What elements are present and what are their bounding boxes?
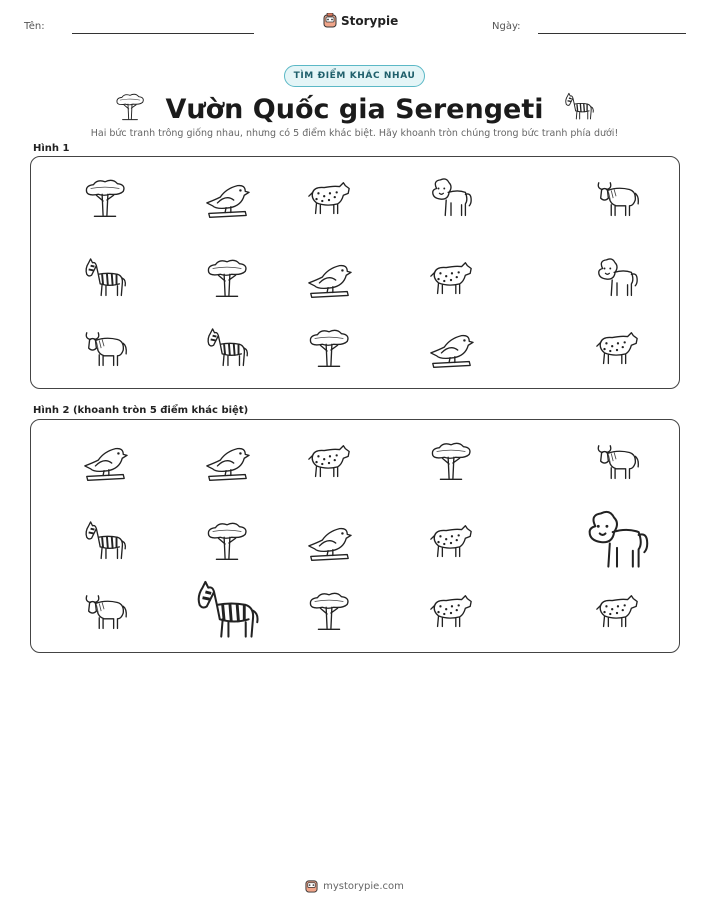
tree-drawing[interactable] [427,438,475,486]
activity-badge: TÌM ĐIỂM KHÁC NHAU [284,65,425,87]
storypie-mascot-icon [305,879,318,893]
bird-drawing [427,325,475,373]
picture2-panel[interactable] [30,419,680,653]
hyena-drawing [427,255,475,303]
lion-drawing [427,175,475,223]
date-line[interactable] [538,33,686,34]
hyena-drawing[interactable] [427,518,475,566]
bird-drawing[interactable] [305,518,353,566]
name-line[interactable] [72,33,254,34]
acacia-tree-icon [113,92,147,127]
hyena-drawing[interactable] [427,588,475,636]
wildebeest-drawing [593,175,641,223]
zebra-drawing[interactable] [191,576,263,648]
bird-drawing[interactable] [81,438,129,486]
bird-drawing[interactable] [203,438,251,486]
brand-logo [323,13,398,28]
date-label: Ngày: [492,21,521,32]
footer-url: mystorypie.com [323,880,404,892]
picture1-label: Hình 1 [33,143,70,154]
hyena-drawing [305,175,353,223]
bird-drawing [305,255,353,303]
hyena-drawing [593,325,641,373]
bird-drawing [203,175,251,223]
hyena-drawing[interactable] [593,588,641,636]
name-label: Tên: [24,21,45,32]
tree-drawing [81,175,129,223]
zebra-icon [562,92,596,127]
title-row [0,90,709,128]
instructions: Hai bức tranh trông giống nhau, nhưng có 5 điểm khác biệt. Hãy khoanh tròn chúng trong bức tranh phía dưới! [90,128,619,139]
tree-drawing [203,255,251,303]
zebra-drawing [81,255,129,303]
tree-drawing[interactable] [203,518,251,566]
page-title: Vườn Quốc gia Serengeti [165,93,544,125]
wildebeest-drawing[interactable] [593,438,641,486]
picture1-panel [30,156,680,389]
tree-drawing [305,325,353,373]
picture2-label: Hình 2 (khoanh tròn 5 điểm khác biệt) [33,405,249,416]
footer [0,879,709,893]
zebra-drawing[interactable] [81,518,129,566]
tree-drawing[interactable] [305,588,353,636]
wildebeest-drawing [81,325,129,373]
brand-name: Storypie [341,13,399,28]
zebra-drawing [203,325,251,373]
lion-drawing [593,255,641,303]
storypie-mascot-icon [323,13,337,28]
hyena-drawing[interactable] [305,438,353,486]
wildebeest-drawing[interactable] [81,588,129,636]
lion-drawing[interactable] [581,506,653,578]
